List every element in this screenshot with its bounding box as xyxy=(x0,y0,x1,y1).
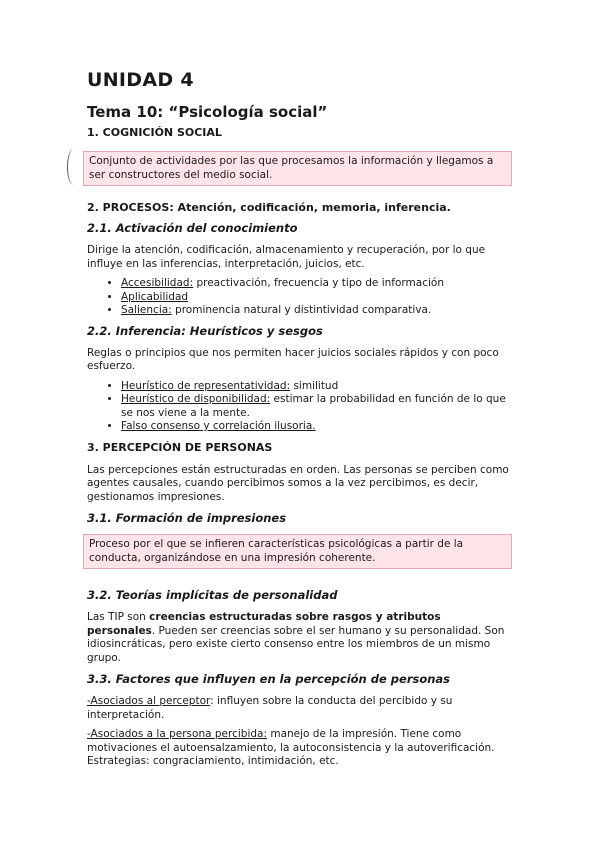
list-item-term: Heurístico de disponibilidad: xyxy=(121,393,271,405)
definition-box-cognicion: Conjunto de actividades por las que procesamos la información y llegamos a ser constructores del medio social. xyxy=(83,151,512,186)
section-2-1-heading: 2.1. Activación del conocimiento xyxy=(87,221,298,235)
section-3-2-heading: 3.2. Teorías implícitas de personalidad xyxy=(87,588,338,602)
unit-title: UNIDAD 4 xyxy=(87,69,194,91)
section-2-2-list xyxy=(87,380,512,434)
list-item-text: preactivación, frecuencia y tipo de información xyxy=(193,277,444,289)
factor-text: : influyen sobre la conducta del percibido y su interpretación. xyxy=(87,695,453,721)
list-item-term: Aplicabilidad xyxy=(121,290,189,303)
list-item xyxy=(121,291,512,305)
section-2-2-text: Reglas o principios que nos permiten hacer juicios sociales rápidos y con poco esfuerzo. xyxy=(87,346,499,372)
topic-title: Tema 10: “Psicología social” xyxy=(87,103,328,121)
section-3-2-text xyxy=(87,611,512,665)
factor-term: -Asociados a la persona percibida: xyxy=(87,728,268,740)
factor-perceptor xyxy=(87,695,512,722)
list-item xyxy=(121,420,512,434)
section-1-heading: 1. COGNICIÓN SOCIAL xyxy=(87,126,222,139)
list-item-text: prominencia natural y distintividad comparativa. xyxy=(171,304,432,316)
list-item xyxy=(121,304,512,318)
factor-percibida xyxy=(87,728,512,769)
definition-box-impresiones: Proceso por el que se infieren características psicológicas a partir de la conducta, organizándose en una impresión coherente. xyxy=(83,534,512,569)
section-2-heading: 2. PROCESOS: Atención, codificación, memoria, inferencia. xyxy=(87,201,451,214)
factor-text: manejo de la impresión. Tiene como motivaciones el autoensalzamiento, la autoconsistencia y la autoverificación. Estrategias: congraciamiento, intimidación, etc. xyxy=(87,728,495,767)
list-item-text: estimar la probabilidad en función de lo que se nos viene a la mente. xyxy=(121,393,506,419)
list-item-term: Falso consenso y correlación ilusoria. xyxy=(121,420,316,432)
factor-term: -Asociados al perceptor xyxy=(87,695,211,707)
list-item-term: Heurístico de representatividad: xyxy=(121,379,291,392)
list-item-term: Accesibilidad: xyxy=(121,277,194,289)
tip-text-pre: Las TIP son xyxy=(87,611,150,623)
section-3-text: Las percepciones están estructuradas en orden. Las personas se perciben como agentes causales, cuando percibimos somos a la vez percibimos, es decir, gestionamos impresiones. xyxy=(87,463,509,503)
section-3-heading: 3. PERCEPCIÓN DE PERSONAS xyxy=(87,440,273,454)
document-page xyxy=(87,68,512,769)
tip-text-post: . Pueden ser creencias sobre el ser humano y su personalidad. Son idiosincráticas, pero existe cierto consenso entre los miembros de un mismo grupo. xyxy=(87,624,505,664)
section-2-1-list xyxy=(87,277,512,318)
section-2-2-heading: 2.2. Inferencia: Heurísticos y sesgos xyxy=(87,323,323,338)
list-item xyxy=(121,277,512,291)
section-1-box-wrap xyxy=(87,151,512,186)
section-3-1-heading: 3.1. Formación de impresiones xyxy=(87,511,287,525)
list-item-text: similitud xyxy=(290,379,339,392)
bracket-mark xyxy=(67,149,80,185)
list-item xyxy=(121,380,512,394)
list-item-term: Saliencia: xyxy=(121,304,172,316)
list-item xyxy=(121,393,512,420)
section-2-1-text: Dirige la atención, codificación, almacenamiento y recuperación, por lo que influye en las inferencias, interpretación, juicios, etc. xyxy=(87,244,486,270)
tip-text-bold: creencias estructuradas sobre rasgos y atributos personales xyxy=(87,611,441,637)
section-3-3-heading: 3.3. Factores que influyen en la percepción de personas xyxy=(87,672,451,686)
